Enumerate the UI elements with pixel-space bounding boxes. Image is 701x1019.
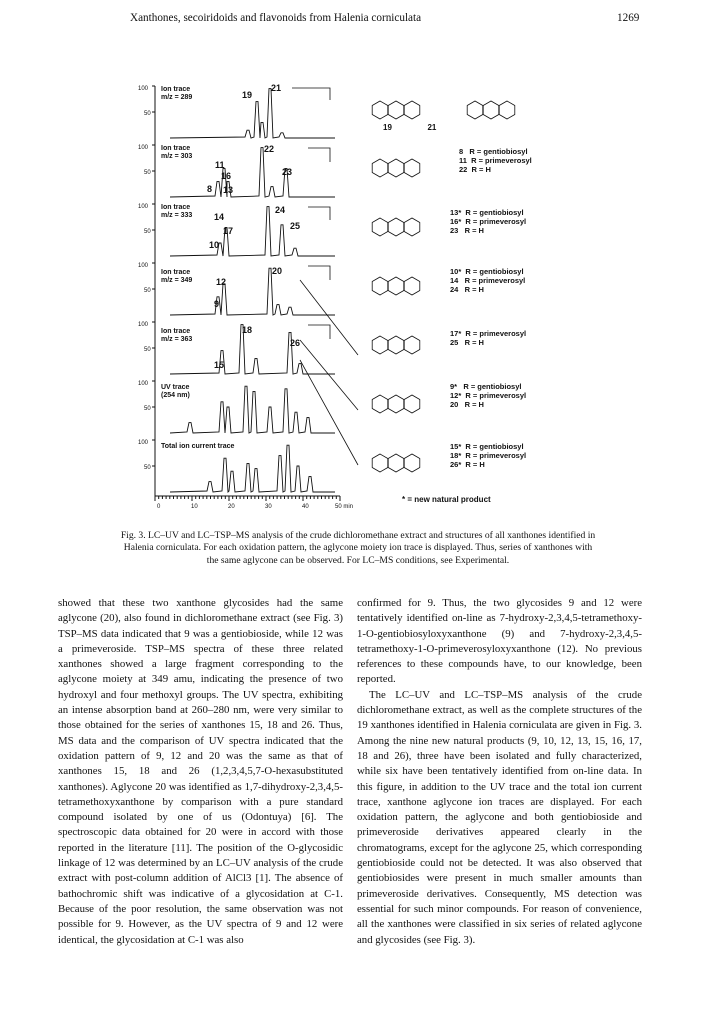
trace-label: Ion trace m/z = 349 <box>161 269 193 284</box>
y-tick-50: 50 <box>144 170 151 176</box>
connector-line <box>308 207 330 220</box>
xanthone-ring <box>372 336 388 354</box>
peak-label: 23 <box>282 167 293 177</box>
xanthone-ring <box>372 277 388 295</box>
peak-label: 14 <box>214 212 225 222</box>
structure-legend: 13* R = gentiobiosyl 16* R = primeverosyl 23 R = H <box>450 208 527 235</box>
y-tick-50: 50 <box>144 229 151 235</box>
connector-line <box>292 88 330 100</box>
xanthone-ring <box>483 101 499 119</box>
x-tick: 10 <box>191 504 198 510</box>
chromatogram-trace <box>170 445 335 492</box>
peak-label: 12 <box>216 277 227 287</box>
xanthone-ring <box>372 395 388 413</box>
y-tick-50: 50 <box>144 288 151 294</box>
body-column-left <box>58 596 343 948</box>
xanthone-ring <box>404 218 420 236</box>
peak-label: 25 <box>290 221 301 231</box>
xanthone-ring <box>372 101 388 119</box>
trace-label: Total ion current trace <box>161 443 235 450</box>
peak-label: 8 <box>207 184 213 194</box>
xanthone-ring <box>467 101 483 119</box>
peak-label: 15 <box>214 360 225 370</box>
paragraph: confirmed for 9. Thus, the two glycosides 9 and 12 were tentatively identified on-line as 7-hydroxy-2,3,4,5-tetramethoxy-1-O-gentiobiosyloxyxanthone (9) and 7-hydroxy-2,3,4,5-tetramethoxy-1-O-primeverosyloxyxanthone (12). No previous references to these compounds have, to our knowledge, been reported. <box>357 597 642 686</box>
chromatogram-trace <box>170 207 335 256</box>
structure-legend: 10* R = gentiobiosyl 14 R = primeverosyl 24 R = H <box>450 267 526 294</box>
peak-label: 9 <box>214 299 220 309</box>
structure-legend: 9* R = gentiobiosyl 12* R = primeverosyl 20 R = H <box>450 382 527 409</box>
peak-label: 11 <box>215 160 225 170</box>
xanthone-ring <box>404 454 420 472</box>
structure-legend: 15* R = gentiobiosyl 18* R = primeverosyl 26* R = H <box>450 442 527 469</box>
y-tick-100: 100 <box>138 86 149 92</box>
xanthone-ring <box>388 101 404 119</box>
peak-label: 19 <box>242 90 253 100</box>
y-tick-100: 100 <box>138 381 149 387</box>
peak-label: 13 <box>223 185 234 195</box>
peak-label: 10 <box>209 240 220 250</box>
trace-label: Ion trace m/z = 289 <box>161 86 193 101</box>
chromatogram-trace <box>170 268 335 315</box>
paragraph: showed that these two xanthone glycosides had the same aglycone (20), also found in dichloromethane extract (see Fig. 3) TSP–MS data indicated that 9 was a gentiobioside, while 12 was a primeveroside. TSP–MS spectra of these three related xanthones showed a large fragment corresponding to the aglycone moiety at 349 amu, indicating the presence of two hydroxyl and four methoxyl groups. The UV spectra, exhibiting an intense absorption band at 260–280 nm, were very similar to those obtained for the series of xanthones 15, 18 and 26. Thus, MS data and the comparison of UV spectra indicated that the oxidation pattern of 9, 12 and 20 was the same as that of xanthones 15, 18 and 26 (1,2,3,4,5,7-O-hexasubstituted xanthones). Aglycone 20 was identified as 1,7-dihydroxy-2,3,4,5-tetramethoxyxanthone by comparison with a pure standard compound isolated by one of us (Odontuya) [6]. The spectroscopic data obtained for 20 were in accord with those reported in the literature [11]. The position of the O-glycosidic linkage of 12 was determined by an LC–UV analysis of the crude extract with post-column addition of AlCl3 [1]. The absence of bathochromic shift was indicative of a glycosidation at C-1. Because of the poor resolution, the same observation was not possible for 9. However, as the UV spectra of 9 and 12 were identical, the glycosidation at C-1 was also <box>58 597 343 946</box>
connector-line <box>308 266 330 280</box>
structure-legend: 19 21 <box>383 123 437 132</box>
running-header <box>0 12 701 30</box>
peak-label: 16 <box>221 171 232 181</box>
connector-line <box>308 325 330 339</box>
new-product-note: * = new natural product <box>402 495 491 504</box>
running-title: Xanthones, secoiridoids and flavonoids from Halenia corniculata <box>130 12 422 24</box>
trace-label: Ion trace m/z = 303 <box>161 145 193 160</box>
y-tick-50: 50 <box>144 465 151 471</box>
xanthone-ring <box>404 159 420 177</box>
xanthone-ring <box>388 218 404 236</box>
y-tick-50: 50 <box>144 111 151 117</box>
peak-label: 24 <box>275 205 286 215</box>
y-tick-50: 50 <box>144 347 151 353</box>
chromatogram-trace <box>170 325 335 374</box>
peak-label: 18 <box>242 325 253 335</box>
trace-label: UV trace (254 nm) <box>161 384 190 399</box>
peak-label: 20 <box>272 266 283 276</box>
body-column-right <box>357 596 642 948</box>
peak-label: 17 <box>223 226 234 236</box>
y-tick-100: 100 <box>138 145 149 151</box>
x-tick: 50 min <box>335 504 354 510</box>
xanthone-ring <box>404 101 420 119</box>
connector-line <box>300 360 358 465</box>
figure-caption: Fig. 3. LC–UV and LC–TSP–MS analysis of the crude dichloromethane extract and structures of all xanthones identified in Halenia corniculata. For each oxidation pattern, the aglycone moiety ion trace is displayed. Thus, series of xanthones with the same aglycone can be observed. For LC–MS conditions, see Experimental. <box>120 530 596 566</box>
x-tick: 0 <box>157 504 161 510</box>
figure-3 <box>130 80 570 520</box>
xanthone-ring <box>388 159 404 177</box>
trace-label: Ion trace m/z = 333 <box>161 204 193 219</box>
x-tick: 20 <box>228 504 235 510</box>
xanthone-ring <box>372 454 388 472</box>
y-tick-100: 100 <box>138 322 149 328</box>
chromatogram-trace <box>170 386 335 433</box>
x-tick: 40 <box>302 504 309 510</box>
y-tick-100: 100 <box>138 263 149 269</box>
xanthone-ring <box>388 454 404 472</box>
connector-line <box>300 280 358 355</box>
xanthone-ring <box>388 277 404 295</box>
peak-label: 21 <box>271 83 282 93</box>
xanthone-ring <box>372 159 388 177</box>
x-tick: 30 <box>265 504 272 510</box>
structure-legend: 8 R = gentiobiosyl 11 R = primeverosyl 22 R = H <box>459 147 532 174</box>
structure-legend: 17* R = primeverosyl 25 R = H <box>450 329 527 347</box>
peak-label: 22 <box>264 144 275 154</box>
chromatogram-trace <box>170 89 335 138</box>
y-tick-50: 50 <box>144 406 151 412</box>
xanthone-ring <box>372 218 388 236</box>
paragraph: The LC–UV and LC–TSP–MS analysis of the crude dichloromethane extract, as well as the complete structures of the 19 xanthones identified in Halenia corniculata are given in Fig. 3. Among the nine new natural products (9, 10, 12, 13, 15, 16, 17, 18 and 26), three have been isolated and fully characterized, while six have been tentatively identified from on-line data. In this figure, in addition to the UV trace and the total ion current trace, xanthone aglycone ion traces are displayed. For each oxidation pattern, the aglycone and both gentiobioside and primeveroside derivatives appeared clearly in the chromatograms, except for the aglycone 25, which corresponding gentiobioside could not be detected. It was also observed that gentiobiosides were present in much smaller amounts than primeveroside derivatives. Consequently, MS detection was essential for such minor compounds. For reason of convenience, all the xanthones were classified in six series of related aglycone and glycosides (see Fig. 3). <box>357 688 642 946</box>
xanthone-ring <box>388 395 404 413</box>
trace-label: Ion trace m/z = 363 <box>161 328 193 343</box>
xanthone-ring <box>388 336 404 354</box>
xanthone-ring <box>404 336 420 354</box>
xanthone-ring <box>404 395 420 413</box>
connector-line <box>308 148 330 162</box>
peak-label: 26 <box>290 338 301 348</box>
xanthone-ring <box>404 277 420 295</box>
y-tick-100: 100 <box>138 204 149 210</box>
y-tick-100: 100 <box>138 440 149 446</box>
page-number: 1269 <box>617 12 640 24</box>
xanthone-ring <box>499 101 515 119</box>
chromatogram-trace <box>170 148 335 197</box>
